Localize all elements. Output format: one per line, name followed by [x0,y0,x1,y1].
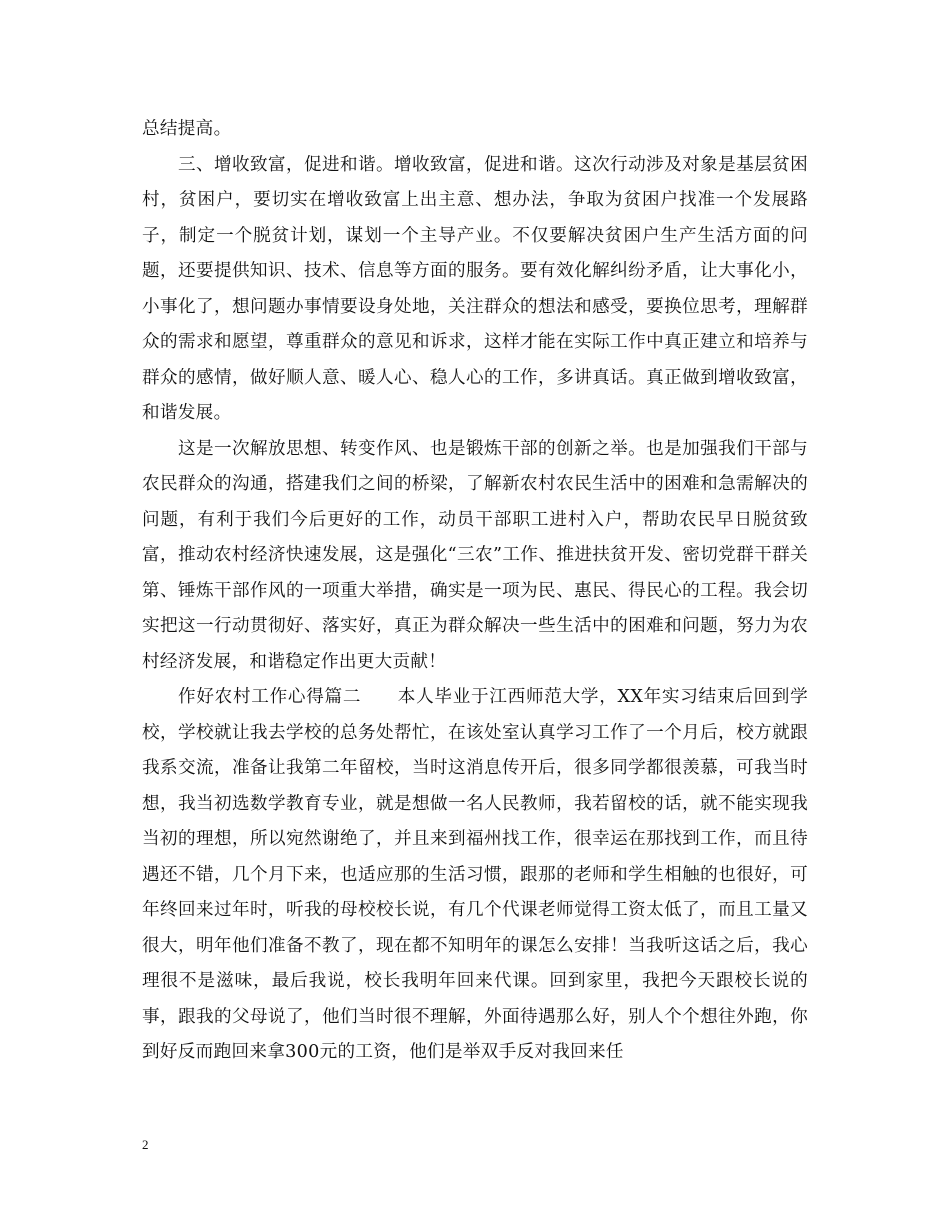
paragraph-continuation: 总结提高。 [142,119,232,139]
paragraph-reform-initiative: 这是一次解放思想、转变作风、也是锻炼干部的创新之举。也是加强我们干部与农民群众的沟通，搭建我们之间的桥梁，了解新农村农民生活中的困难和急需解决的问题，有利于我们今后更好的工作，动员干部职工进村入户，帮助农民早日脱贫致富，推动农村经济快速发展，这是强化“三农”工作、推进扶贫开发、密切党群干群关第、锤炼干部作风的一项重大举措，确实是一项为民、惠民、得民心的工程。我会切实把这一行动贯彻好、落实好，真正为群众解决一些生活中的困难和问题，努力为农村经济发展，和谐稳定作出更大贡献！ [142,438,808,672]
body-text [142,112,808,1071]
page-number: 2 [142,1137,149,1152]
paragraph-essay-two: 作好农村工作心得篇二 本人毕业于江西师范大学，XX年实习结束后回到学校，学校就让我去学校的总务处帮忙，在该处室认真学习工作了一个月后，校方就跟我系交流，准备让我第二年留校，当时这消息传开后，很多同学都很羡慕，可我当时想，我当初选数学教育专业，就是想做一名人民教师，我若留校的话，就不能实现我当初的理想，所以宛然谢绝了，并且来到福州找工作，很幸运在那找到工作，而且待遇还不错，几个月下来，也适应那的生活习惯，跟那的老师和学生相触的也很好，可年终回来过年时，听我的母校校长说，有几个代课老师觉得工资太低了，而且工量又很大，明年他们准备不教了，现在都不知明年的课怎么安排！当我听这话之后，我心理很不是滋味，最后我说，校长我明年回来代课。回到家里，我把今天跟校长说的事，跟我的父母说了，他们当时很不理解，外面待遇那么好，别人个个想往外跑，你到好反而跑回来拿300元的工资，他们是举双手反对我回来任 [142,687,808,1062]
paragraph-increase-income: 三、增收致富，促进和谐。增收致富，促进和谐。这次行动涉及对象是基层贫困村，贫困户，要切实在增收致富上出主意、想办法，争取为贫困户找准一个发展路子，制定一个脱贫计划，谋划一个主导产业。不仅要解决贫困户生产生活方面的问题，还要提供知识、技术、信息等方面的服务。要有效化解纠纷矛盾，让大事化小，小事化了，想问题办事情要设身处地，关注群众的想法和感受，要换位思考，理解群众的需求和愿望，尊重群众的意见和诉求，这样才能在实际工作中真正建立和培养与群众的感情，做好顺人意、暖人心、稳人心的工作，多讲真话。真正做到增收致富，和谐发展。 [142,154,808,423]
